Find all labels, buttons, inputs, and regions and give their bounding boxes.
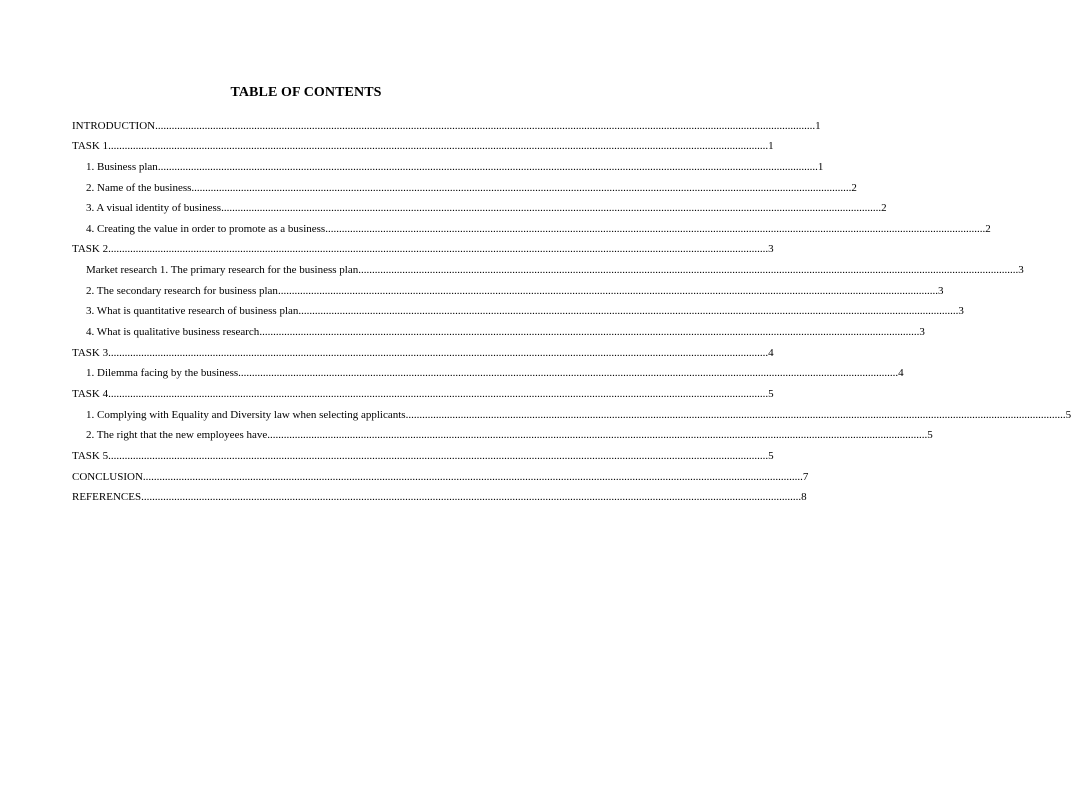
toc-dot-leader: ................................................................................................................................................................................................................................................ bbox=[238, 367, 899, 380]
toc-page-number: 5 bbox=[768, 449, 774, 462]
toc-entry[interactable] bbox=[72, 174, 857, 195]
toc-entry-label: INTRODUCTION bbox=[72, 119, 156, 132]
toc-page-number: 3 bbox=[919, 326, 925, 339]
toc-entry[interactable] bbox=[72, 153, 824, 174]
toc-dot-leader: ................................................................................................................................................................................................................................................ bbox=[267, 429, 928, 442]
toc-entry-label: CONCLUSION bbox=[72, 470, 143, 483]
toc-entry-label: 1. Dilemma facing by the business bbox=[86, 367, 239, 380]
toc-dot-leader: ................................................................................................................................................................................................................................................ bbox=[108, 387, 769, 400]
toc-entry-label: 4. What is qualitative business research bbox=[86, 326, 260, 339]
toc-entry[interactable] bbox=[72, 236, 774, 257]
toc-page-number: 2 bbox=[985, 222, 991, 235]
toc-entry-label: 2. The secondary research for business plan bbox=[86, 284, 278, 297]
toc-dot-leader: ................................................................................................................................................................................................................................................ bbox=[298, 305, 959, 318]
toc-entry[interactable] bbox=[72, 463, 809, 484]
toc-dot-leader: ................................................................................................................................................................................................................................................ bbox=[191, 181, 852, 194]
toc-dot-leader: ................................................................................................................................................................................................................................................ bbox=[325, 222, 986, 235]
toc-entry-label: TASK 1 bbox=[72, 140, 109, 153]
toc-entry-label: 2. The right that the new employees have bbox=[86, 429, 268, 442]
toc-entry[interactable] bbox=[72, 442, 774, 463]
toc-entry[interactable] bbox=[72, 256, 1024, 277]
toc-page-number: 3 bbox=[768, 243, 774, 256]
toc-entry[interactable] bbox=[72, 360, 904, 381]
toc-entry-label: TASK 4 bbox=[72, 387, 109, 400]
toc-page-number: 7 bbox=[802, 470, 809, 483]
toc-entry-label: Market research 1. The primary research for the business plan bbox=[86, 264, 359, 277]
toc-list bbox=[72, 112, 1071, 504]
toc-dot-leader: ................................................................................................................................................................................................................................................ bbox=[157, 160, 818, 173]
toc-title: TABLE OF CONTENTS bbox=[230, 85, 382, 100]
toc-entry-label: 4. Creating the value in order to promote as a business bbox=[86, 222, 326, 235]
toc-entry-label: 1. Complying with Equality and Diversity law when selecting applicants bbox=[86, 408, 406, 421]
toc-page-number: 1 bbox=[815, 119, 821, 132]
toc-entry[interactable] bbox=[72, 112, 821, 133]
toc-entry-label: 2. Name of the business bbox=[86, 181, 192, 194]
toc-dot-leader: ................................................................................................................................................................................................................................................ bbox=[358, 264, 1019, 277]
toc-entry-label: TASK 2 bbox=[72, 243, 109, 256]
toc-dot-leader: ................................................................................................................................................................................................................................................ bbox=[141, 491, 802, 504]
toc-page-number: 4 bbox=[898, 367, 904, 380]
toc-dot-leader: ................................................................................................................................................................................................................................................ bbox=[108, 346, 769, 359]
toc-page-number: 3 bbox=[958, 305, 964, 318]
toc-entry[interactable] bbox=[72, 133, 774, 154]
toc-dot-leader: ................................................................................................................................................................................................................................................ bbox=[405, 408, 1066, 421]
toc-dot-leader: ................................................................................................................................................................................................................................................ bbox=[108, 243, 769, 256]
toc-entry-label: TASK 5 bbox=[72, 449, 109, 462]
toc-page-number: 5 bbox=[768, 387, 774, 400]
toc-entry[interactable] bbox=[72, 318, 925, 339]
toc-page-number: 1 bbox=[768, 140, 774, 153]
toc-dot-leader: ................................................................................................................................................................................................................................................ bbox=[142, 470, 803, 483]
toc-page-number: 2 bbox=[881, 202, 887, 215]
toc-dot-leader: ................................................................................................................................................................................................................................................ bbox=[108, 449, 769, 462]
toc-entry[interactable] bbox=[72, 380, 774, 401]
toc-dot-leader: ................................................................................................................................................................................................................................................ bbox=[108, 140, 769, 153]
toc-entry[interactable] bbox=[72, 298, 964, 319]
toc-page-number: 8 bbox=[801, 491, 807, 504]
toc-entry-label: REFERENCES bbox=[72, 491, 142, 504]
toc-entry-label: 3. A visual identity of business bbox=[86, 202, 222, 215]
toc-page-number: 1 bbox=[817, 160, 824, 173]
toc-entry-label: 1. Business plan bbox=[86, 160, 158, 173]
toc-page-number: 5 bbox=[927, 429, 933, 442]
toc-entry-label: TASK 3 bbox=[72, 346, 109, 359]
toc-entry[interactable] bbox=[72, 195, 887, 216]
toc-page-number: 2 bbox=[851, 181, 857, 194]
toc-page-number: 4 bbox=[768, 346, 774, 359]
toc-page-number: 3 bbox=[937, 284, 944, 297]
toc-entry-label: 3. What is quantitative research of business plan bbox=[86, 305, 299, 318]
toc-page-number: 5 bbox=[1065, 408, 1071, 421]
toc-dot-leader: ................................................................................................................................................................................................................................................ bbox=[221, 202, 882, 215]
toc-dot-leader: ................................................................................................................................................................................................................................................ bbox=[277, 284, 938, 297]
toc-entry[interactable] bbox=[72, 277, 944, 298]
toc-entry[interactable] bbox=[72, 215, 991, 236]
toc-dot-leader: ................................................................................................................................................................................................................................................ bbox=[259, 326, 920, 339]
toc-entry[interactable] bbox=[72, 422, 933, 443]
toc-entry[interactable] bbox=[72, 401, 1071, 422]
toc-entry[interactable] bbox=[72, 484, 807, 505]
toc-page-number: 3 bbox=[1018, 264, 1024, 277]
toc-entry[interactable] bbox=[72, 339, 774, 360]
toc-dot-leader: ................................................................................................................................................................................................................................................ bbox=[155, 119, 816, 132]
